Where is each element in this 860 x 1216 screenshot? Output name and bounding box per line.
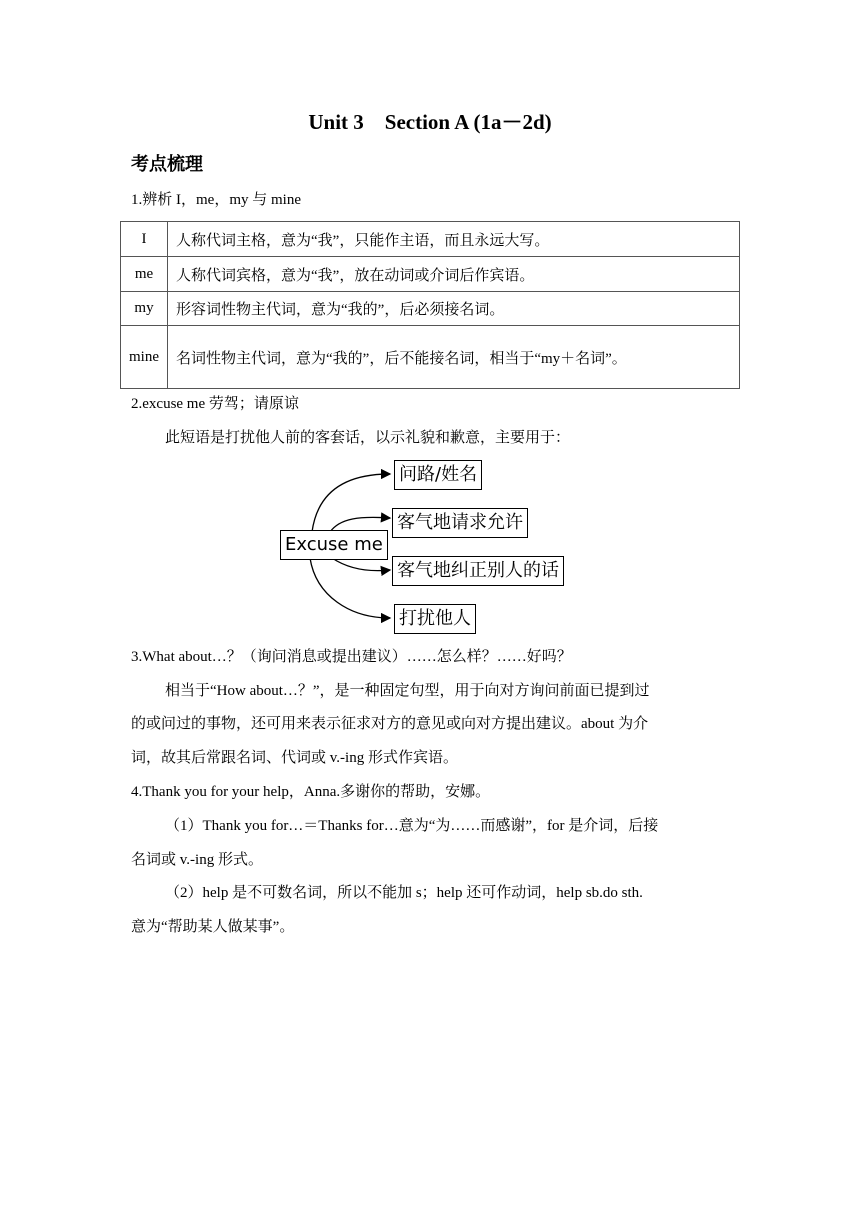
excuse-me-diagram <box>280 458 580 638</box>
diagram-branch: 客气地纠正别人的话 <box>392 556 564 586</box>
item-3-label: 3.What about…？（询问消息或提出建议）……怎么样？……好吗？ <box>131 649 572 665</box>
item-2-label: 2.excuse me 劳驾；请原谅 <box>131 396 299 412</box>
pronoun-cell: I <box>121 222 168 257</box>
diagram-center-box: Excuse me <box>280 530 388 560</box>
diagram-branch: 客气地请求允许 <box>392 508 528 538</box>
page-title: Unit 3 Section A (1a－2d) <box>308 110 552 134</box>
description-cell: 名词性物主代词，意为“我的”，后不能接名词，相当于“my＋名词”。 <box>168 326 740 389</box>
item-3-line: 词，故其后常跟名词、代词或 v.-ing 形式作宾语。 <box>131 750 458 766</box>
section-heading: 考点梳理 <box>131 154 203 175</box>
table-row <box>121 257 740 292</box>
item-3-line: 的或问过的事物，还可用来表示征求对方的意见或向对方提出建议。about 为介 <box>131 716 649 732</box>
arrow-1 <box>312 474 390 532</box>
diagram-branch: 问路/姓名 <box>394 460 482 490</box>
item-4-line: （1）Thank you for…＝Thanks for…意为“为……而感谢”，for 是介词，后接 <box>165 818 659 834</box>
item-1-label: 1.辨析 I，me，my 与 mine <box>131 192 301 208</box>
pronoun-cell: my <box>121 292 168 326</box>
pronoun-cell: mine <box>121 326 168 389</box>
table-row <box>121 222 740 257</box>
item-4-label: 4.Thank you for your help，Anna.多谢你的帮助，安娜。 <box>131 784 491 800</box>
description-cell: 形容词性物主代词，意为“我的”，后必须接名词。 <box>168 292 740 326</box>
description-cell: 人称代词主格，意为“我”，只能作主语，而且永远大写。 <box>168 222 740 257</box>
table-row <box>121 326 740 389</box>
pronoun-table <box>120 221 740 389</box>
item-3-line: 相当于“How about…？”，是一种固定句型，用于向对方询问前面已提到过 <box>165 683 650 699</box>
description-cell: 人称代词宾格，意为“我”，放在动词或介词后作宾语。 <box>168 257 740 292</box>
pronoun-cell: me <box>121 257 168 292</box>
item-2-text: 此短语是打扰他人前的客套话，以示礼貌和歉意，主要用于： <box>165 430 571 446</box>
item-4-line: （2）help 是不可数名词，所以不能加 s；help 还可作动词，help sb.do sth. <box>165 885 643 901</box>
diagram-branch: 打扰他人 <box>394 604 476 634</box>
item-4-line: 名词或 v.-ing 形式。 <box>131 852 263 868</box>
table-row <box>121 292 740 326</box>
item-4-line: 意为“帮助某人做某事”。 <box>131 919 295 935</box>
